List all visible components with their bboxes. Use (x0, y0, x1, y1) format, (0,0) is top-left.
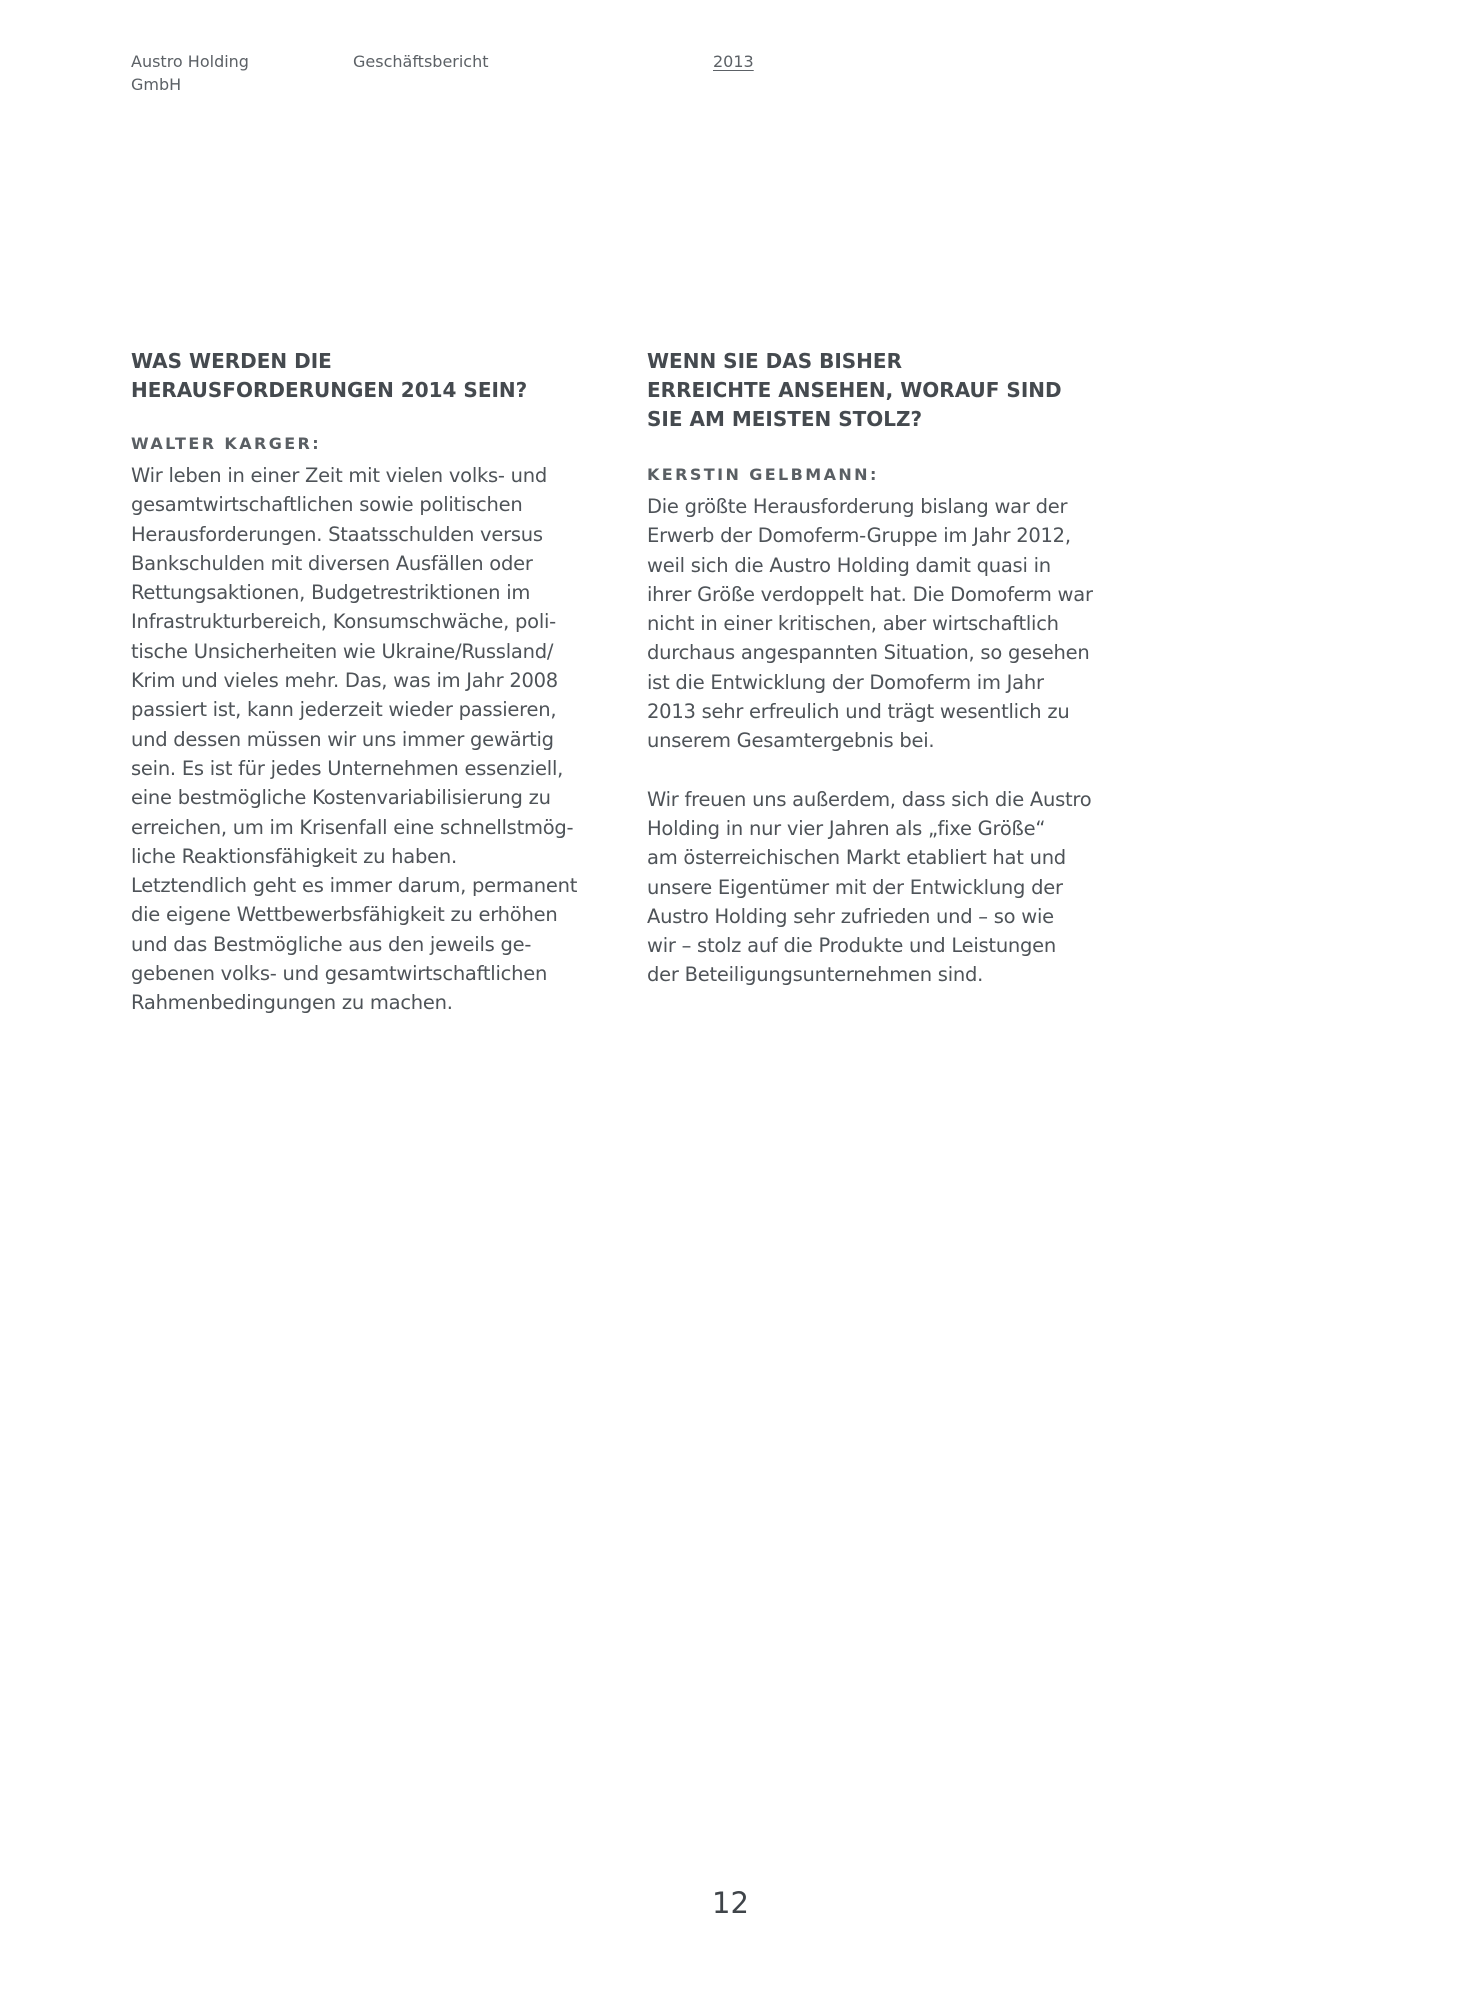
answer-paragraph-1: Die größte Herausforderung bislang war der Erwerb der Domoferm-Gruppe im Jahr 2012, weil sich die Austro Holding damit quasi in ihrer Größe verdoppelt hat. Die Domoferm war nicht in einer kritischen, aber wirtschaftlich durchaus angespannten Situation, so gesehen ist die Entwicklung der Domoferm im Jahr 2013 sehr erfreulich und trägt wesentlich zu unserem Gesamtergebnis bei. (647, 495, 1093, 753)
answer-paragraph-2: Wir freuen uns außerdem, dass sich die Austro Holding in nur vier Jahren als „fixe Größe“ am österreichischen Markt etabliert hat und unsere Eigentümer mit der Entwicklung der Austro Holding sehr zufrieden und – so wie wir – stolz auf die Produkte und Leistungen der Beteiligungsunternehmen sind. (647, 787, 1092, 987)
speaker-name: WALTER KARGER: (131, 434, 322, 453)
page-number: 12 (712, 1886, 749, 1920)
company-name-line1: Austro Holding (131, 52, 249, 71)
speaker-name: KERSTIN GELBMANN: (647, 465, 879, 484)
header-company (131, 50, 281, 96)
answer-text: Wir leben in einer Zeit mit vielen volks- und gesamtwirtschaftlichen sowie politischen Herausforderungen. Staatsschulden versus Bankschulden mit diversen Ausfällen oder Rettungsaktionen, Budgetrestriktionen im Infrastrukturbereich, Konsumschwäche, poli- tische Unsicherheiten wie Ukraine/Russland/ Krim und vieles mehr. Das, was im Jahr 2008 passiert ist, kann jederzeit wieder passieren, und dessen müssen wir uns immer gewärtig sein. Es ist für jedes Unternehmen essenziell, eine bestmögliche Kostenvariabilisierung zu erreichen, um im Krisenfall eine schnellstmög- liche Reaktionsfähigkeit zu haben. Letztendlich geht es immer darum, permanent die eigene Wettbewerbsfähigkeit zu erhöhen und das Bestmögliche aus den jeweils ge- gebenen volks- und gesamtwirtschaftlichen Rahmenbedingungen zu machen. (131, 464, 578, 1015)
interview-column-right (647, 347, 1147, 990)
company-name-line2: GmbH (131, 75, 182, 94)
question-heading: WENN SIE DAS BISHER ERREICHTE ANSEHEN, WORAUF SIND SIE AM MEISTEN STOLZ? (647, 349, 1062, 431)
question-heading: WAS WERDEN DIE HERAUSFORDERUNGEN 2014 SEIN? (131, 349, 528, 402)
header-year: 2013 (713, 52, 754, 71)
interview-column-left (131, 347, 631, 1018)
header-report-title: Geschäftsbericht (353, 52, 489, 71)
